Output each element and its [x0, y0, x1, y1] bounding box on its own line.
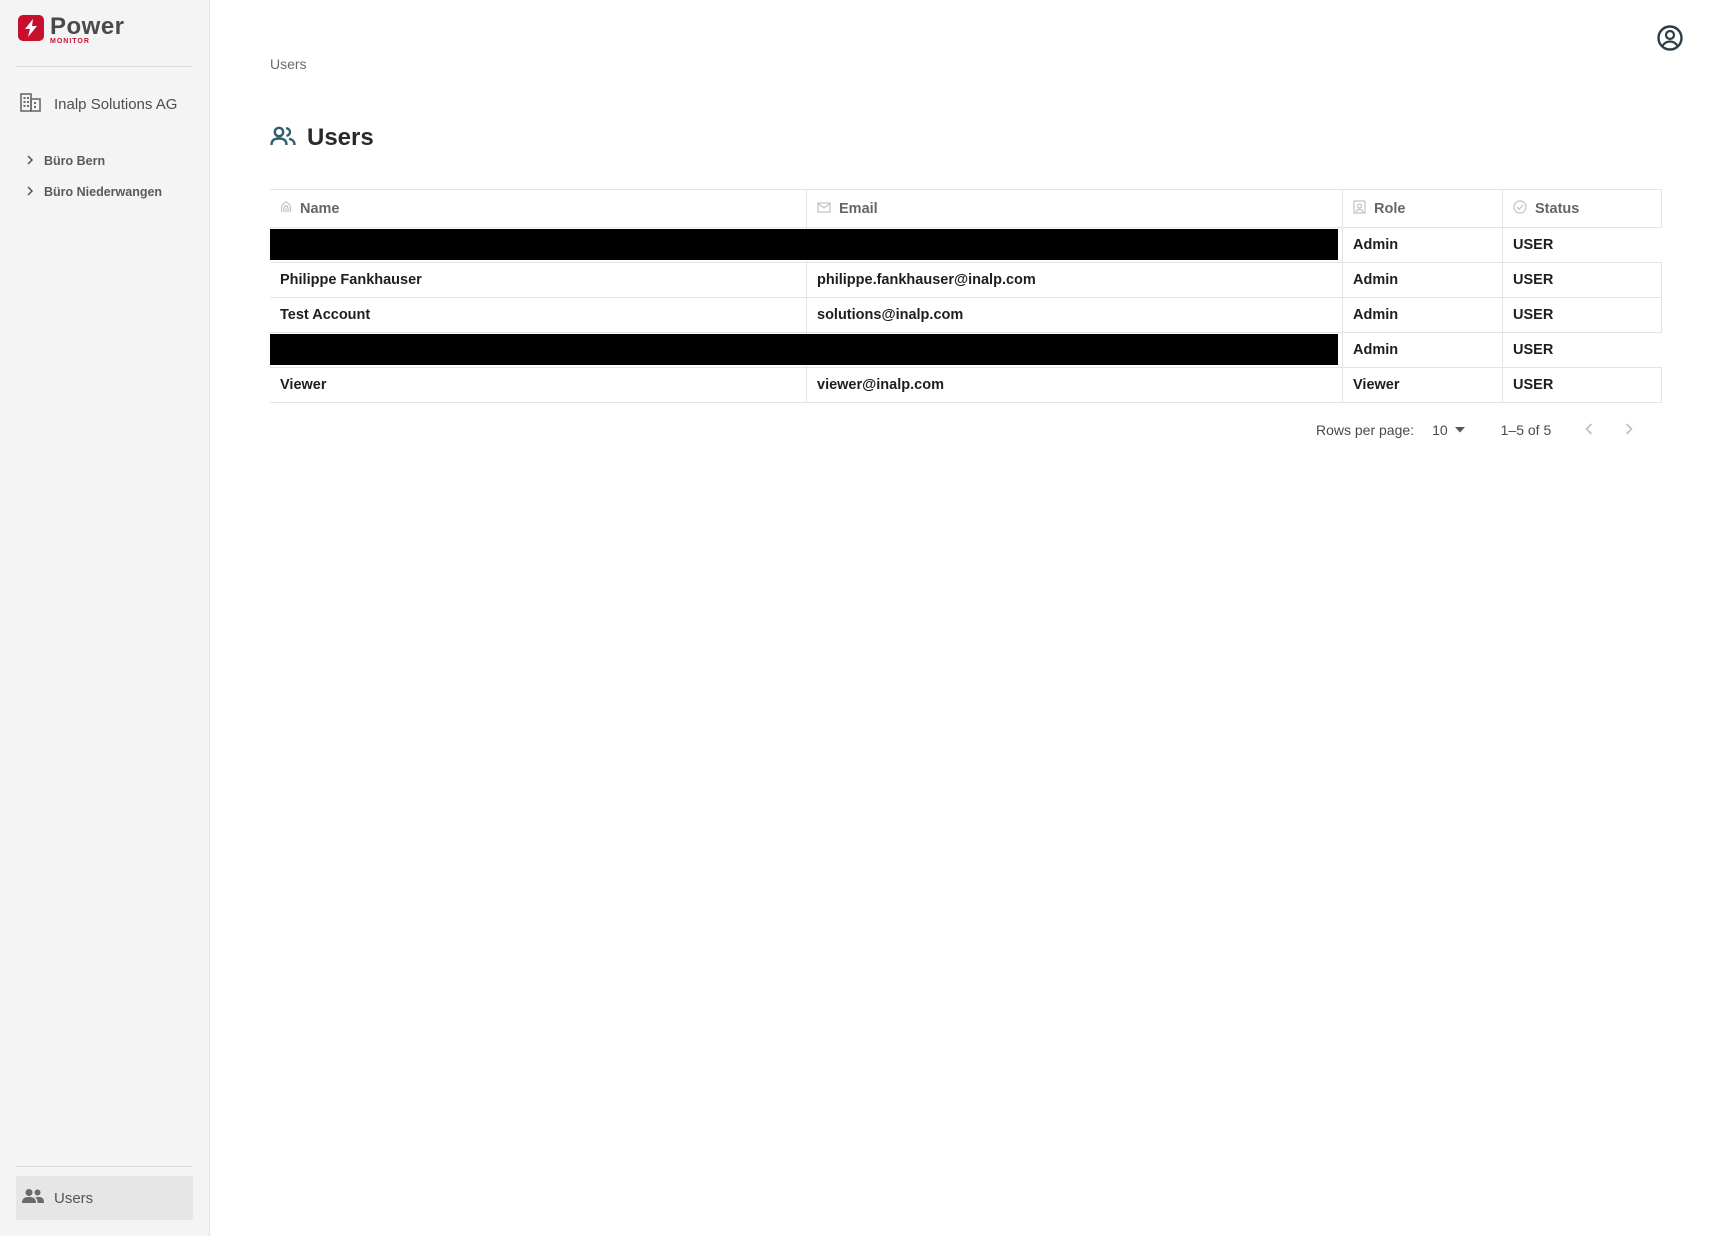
account-circle-icon [1656, 39, 1684, 56]
logo-word: Power [50, 13, 125, 40]
table-row[interactable] [270, 298, 1662, 333]
sidebar-divider [16, 66, 193, 67]
column-label: Name [300, 200, 340, 217]
page-header [270, 124, 374, 152]
chevron-right-icon [1625, 422, 1633, 438]
building-icon [20, 92, 42, 117]
table-pagination [1316, 418, 1641, 442]
column-label: Role [1374, 200, 1406, 217]
app-logo[interactable] [18, 15, 125, 45]
cell-status: USER [1502, 368, 1662, 402]
cell-role: Admin [1342, 263, 1502, 297]
cell-name: Philippe Fankhauser [280, 272, 422, 288]
table-row[interactable] [270, 333, 1662, 368]
cell-name: Test Account [280, 307, 371, 323]
column-header-role[interactable] [1342, 190, 1502, 227]
table-row[interactable] [270, 263, 1662, 298]
people-icon [22, 1188, 44, 1209]
tree-item-buero-niederwangen[interactable] [26, 183, 162, 201]
organization-item[interactable] [20, 92, 177, 117]
column-label: Status [1535, 200, 1580, 217]
mail-icon [817, 201, 831, 217]
rows-per-page-label: Rows per page: [1316, 422, 1415, 438]
pagination-range: 1–5 of 5 [1500, 422, 1552, 438]
rows-per-page-select[interactable] [1432, 422, 1465, 438]
column-header-status[interactable] [1502, 190, 1662, 227]
badge-icon [1353, 200, 1366, 218]
rows-per-page-value: 10 [1432, 422, 1448, 438]
chevron-right-icon [26, 152, 34, 170]
cell-name: Viewer [280, 377, 327, 393]
tree-item-label: Büro Bern [44, 154, 106, 168]
cell-role: Admin [1342, 228, 1502, 262]
breadcrumb[interactable]: Users [270, 56, 307, 72]
redaction-bar [270, 229, 1338, 260]
previous-page-button[interactable] [1577, 418, 1601, 442]
cell-email: solutions@inalp.com [806, 298, 1342, 332]
column-label: Email [839, 200, 878, 217]
tree-item-label: Büro Niederwangen [44, 185, 163, 199]
cell-status: USER [1502, 298, 1662, 332]
lightning-bolt-icon [18, 15, 44, 41]
table-row[interactable] [270, 228, 1662, 263]
users-table [270, 189, 1662, 403]
table-row[interactable] [270, 368, 1662, 403]
table-header [270, 189, 1662, 228]
chevron-left-icon [1585, 422, 1593, 438]
cell-role: Admin [1342, 298, 1502, 332]
sidebar-item-users[interactable] [16, 1176, 193, 1220]
cell-email: viewer@inalp.com [806, 368, 1342, 402]
check-circle-icon [1513, 200, 1527, 218]
column-header-name[interactable] [270, 190, 806, 227]
chevron-right-icon [26, 183, 34, 201]
logo-subtitle: MONITOR [50, 38, 90, 45]
cell-status: USER [1502, 333, 1662, 367]
page-title: Users [307, 124, 374, 151]
caret-down-icon [1455, 427, 1465, 433]
redaction-bar [270, 334, 1338, 365]
sidebar-item-label: Users [54, 1189, 94, 1207]
organization-label: Inalp Solutions AG [54, 96, 178, 113]
fingerprint-icon [280, 200, 292, 218]
column-header-email[interactable] [806, 190, 1342, 227]
cell-role: Viewer [1342, 368, 1502, 402]
cell-email: philippe.fankhauser@inalp.com [806, 263, 1342, 297]
sidebar [0, 0, 210, 1236]
sidebar-divider [16, 1166, 193, 1167]
cell-role: Admin [1342, 333, 1502, 367]
account-button[interactable] [1656, 24, 1684, 52]
next-page-button[interactable] [1617, 418, 1641, 442]
people-icon [270, 126, 296, 151]
cell-status: USER [1502, 263, 1662, 297]
cell-status: USER [1502, 228, 1662, 262]
tree-item-buero-bern[interactable] [26, 152, 105, 170]
